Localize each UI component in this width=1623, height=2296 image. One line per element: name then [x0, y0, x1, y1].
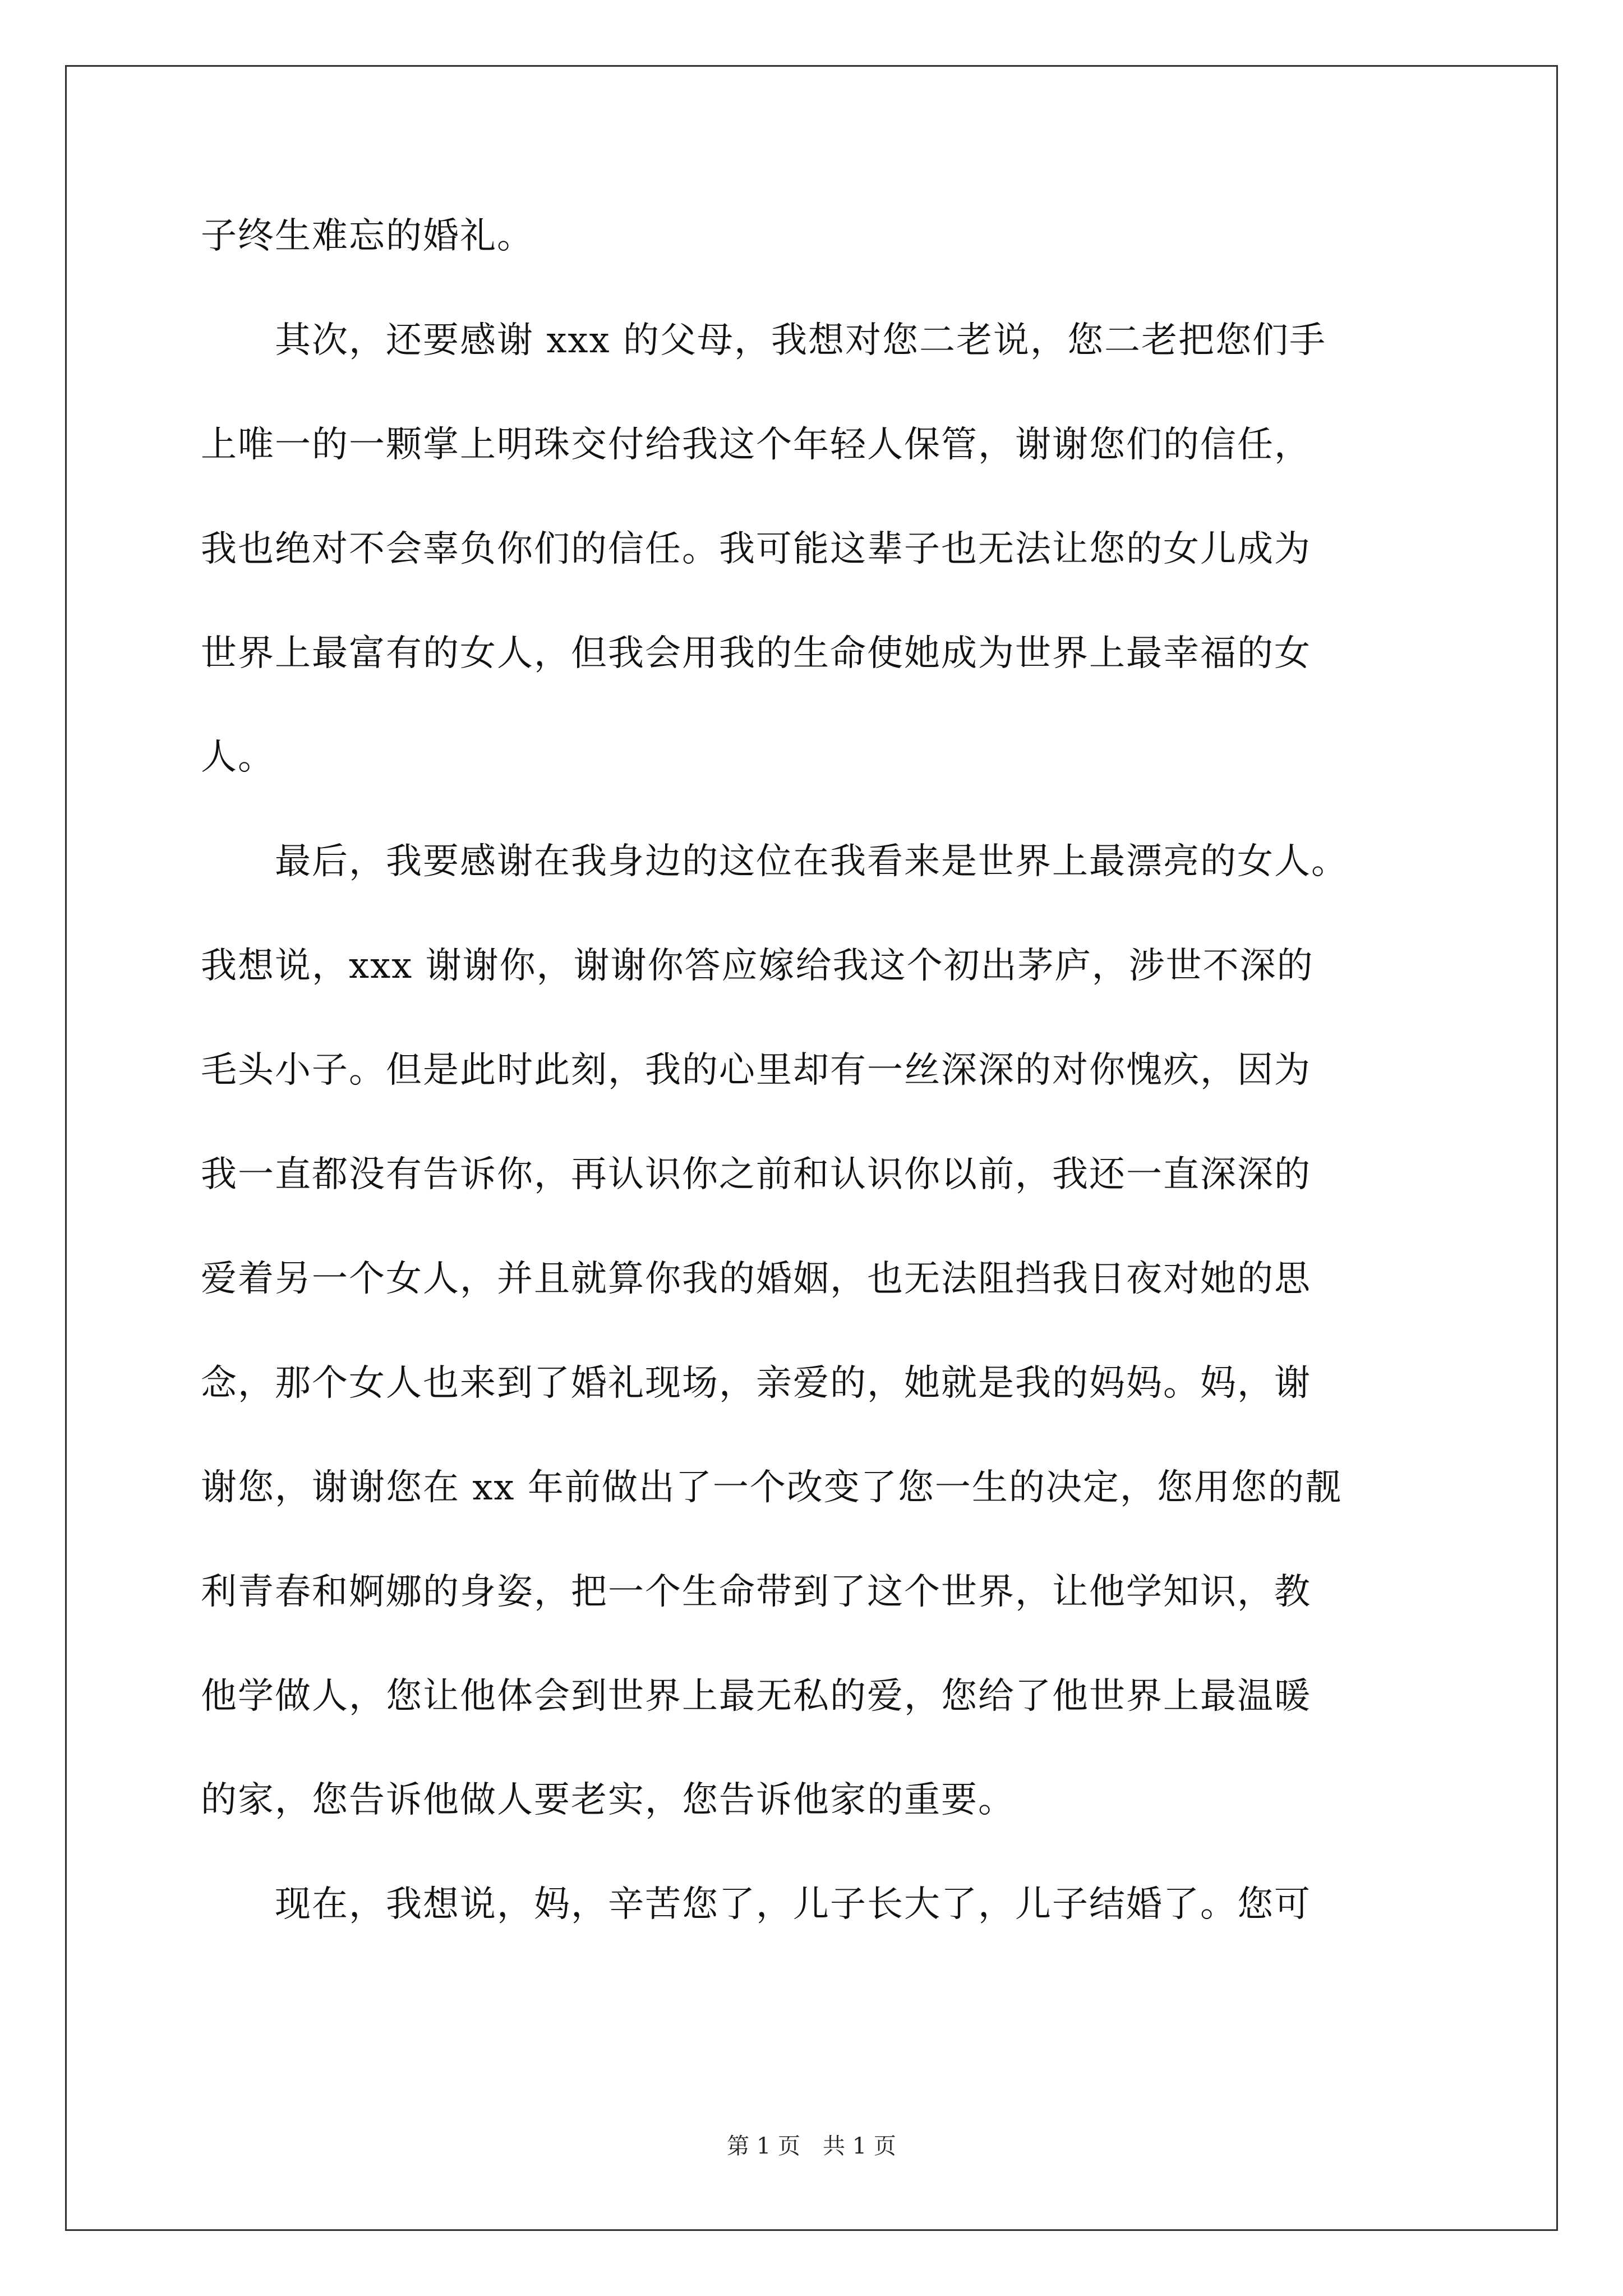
text-line: 现在，我想说，妈，辛苦您了，儿子长大了，儿子结婚了。您可: [201, 1884, 1311, 1925]
text-line: 毛头小子。但是此时此刻，我的心里却有一丝深深的对你愧疚，因为: [201, 1050, 1311, 1091]
text-line: 其次，还要感谢 xxx 的父母，我想对您二老说，您二老把您们手: [201, 320, 1326, 361]
text-line: 的家，您告诉他做人要老实，您告诉他家的重要。: [201, 1779, 1015, 1821]
text-line: 世界上最富有的女人，但我会用我的生命使她成为世界上最幸福的女: [201, 633, 1311, 674]
text-line: 我想说，xxx 谢谢你，谢谢你答应嫁给我这个初出茅庐，涉世不深的: [201, 945, 1314, 987]
text-line: 我也绝对不会辜负你们的信任。我可能这辈子也无法让您的女儿成为: [201, 528, 1311, 570]
text-line: 上唯一的一颗掌上明珠交付给我这个年轻人保管，谢谢您们的信任，: [201, 424, 1311, 466]
text-line: 谢您，谢谢您在 xx 年前做出了一个改变了您一生的决定，您用您的靓: [201, 1467, 1342, 1508]
text-line: 我一直都没有告诉你，再认识你之前和认识你以前，我还一直深深的: [201, 1154, 1311, 1195]
page-number-footer: 第 1 页 共 1 页: [727, 2133, 896, 2159]
text-line: 利青春和婀娜的身姿，把一个生命带到了这个世界，让他学知识，教: [201, 1571, 1311, 1613]
text-line: 爱着另一个女人，并且就算你我的婚姻，也无法阻挡我日夜对她的思: [201, 1258, 1311, 1300]
text-line: 他学做人，您让他体会到世界上最无私的爱，您给了他世界上最温暖: [201, 1676, 1311, 1717]
text-line: 子终生难忘的婚礼。: [201, 215, 534, 257]
text-line: 人。: [201, 737, 275, 778]
text-line: 最后，我要感谢在我身边的这位在我看来是世界上最漂亮的女人。: [201, 841, 1348, 882]
text-line: 念，那个女人也来到了婚礼现场，亲爱的，她就是我的妈妈。妈，谢: [201, 1363, 1311, 1404]
